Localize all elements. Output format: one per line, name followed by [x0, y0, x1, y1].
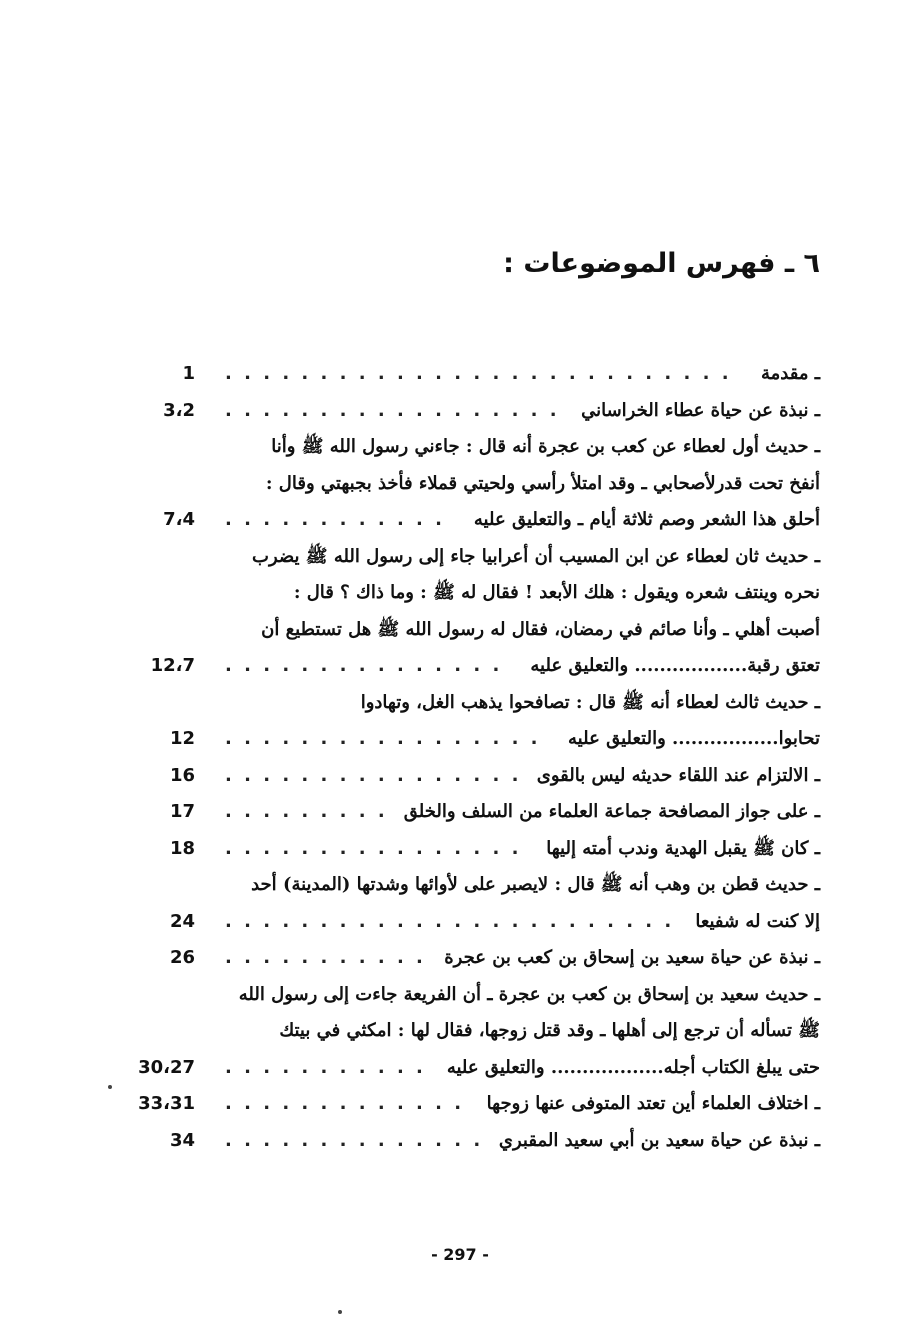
toc-line-text: ـ الالتزام عند اللقاء حديثه ليس بالقوى: [536, 764, 820, 786]
dot-leader: . . . . . . . . . . . . . . . .: [225, 837, 522, 859]
toc-line: [130, 1013, 820, 1050]
toc-page-number: 17: [169, 801, 195, 822]
toc-page-number: 34: [169, 1129, 195, 1151]
toc-line-text: ـ اختلاف العلماء أين تعتد المتوفى عنها زوجها: [486, 1093, 820, 1114]
toc-line: [130, 721, 820, 758]
toc-line-text: إلا كنت له شفيعا: [695, 910, 820, 932]
toc-line: [130, 940, 820, 977]
toc-page-number: 18: [169, 837, 195, 859]
dot-leader: . . . . . . . . . . . . . .: [225, 1129, 484, 1151]
toc-page-number: 12،7: [150, 655, 195, 676]
toc-line-text: ـ حديث ثان لعطاء عن ابن المسيب أن أعرابيا جاء إلى رسول الله ﷺ يضرب: [252, 545, 820, 567]
toc-line-text: ـ على جواز المصافحة جماعة العلماء من السلف والخلق: [403, 801, 820, 822]
toc-page-number: 26: [169, 947, 195, 968]
toc-page-number: 16: [169, 764, 195, 786]
dot-leader: . . . . . . . . . . . . . . . . . .: [225, 399, 560, 421]
toc-line: [130, 429, 820, 466]
toc-line-text: ـ حديث ثالث لعطاء أنه ﷺ قال : تصافحوا يذهب الغل، وتهادوا: [360, 691, 820, 713]
toc-page-number: 24: [169, 910, 195, 932]
toc-line: [130, 794, 820, 831]
toc-line-text: ـ كان ﷺ يقبل الهدية وندب أمته إليها: [546, 837, 820, 859]
toc-line-text: تحابوا................. والتعليق عليه: [568, 728, 820, 749]
toc-line: [130, 466, 820, 503]
toc-line: [130, 977, 820, 1014]
toc-line-text: تعتق رقبة.................. والتعليق عليه: [530, 655, 820, 676]
toc-line: [130, 575, 820, 612]
toc-line-text: أحلق هذا الشعر وصم ثلاثة أيام ـ والتعليق عليه: [473, 509, 820, 530]
ink-speck: [338, 1310, 342, 1314]
toc-line: [130, 539, 820, 576]
table-of-contents: [130, 356, 820, 1159]
toc-line-text: ـ نبذة عن حياة عطاء الخراساني: [581, 399, 820, 421]
toc-line: [130, 685, 820, 722]
toc-line: [130, 393, 820, 430]
dot-leader: . . . . . . . . . . . .: [225, 509, 445, 530]
page-heading: ٦ ـ فهرس الموضوعات :: [503, 248, 820, 279]
toc-page-number: 1: [182, 363, 195, 384]
toc-line-text: حتى يبلغ الكتاب أجله.................. والتعليق عليه: [446, 1056, 820, 1078]
toc-line: [130, 758, 820, 795]
toc-page-number: 33،31: [138, 1093, 195, 1114]
dot-leader: . . . . . . . . . . . . . . . . . . . . . . . . . . .: [225, 363, 732, 384]
toc-line-text: ﷺ تسأله أن ترجع إلى أهلها ـ وقد قتل زوجها، فقال لها : امكثي في بيتك: [279, 1020, 820, 1041]
toc-page-number: 3،2: [163, 399, 195, 421]
dot-leader: . . . . . . . . . . . . . . .: [225, 655, 503, 676]
toc-page-number: 30،27: [138, 1056, 195, 1078]
ink-speck: [108, 1085, 112, 1089]
toc-line: [130, 1123, 820, 1160]
toc-line: [130, 612, 820, 649]
toc-line: [130, 502, 820, 539]
toc-line-text: ـ حديث سعيد بن إسحاق بن كعب بن عجرة ـ أن الفريعة جاءت إلى رسول الله: [238, 983, 820, 1005]
toc-page-number: 7،4: [163, 509, 195, 530]
toc-line: [130, 867, 820, 904]
toc-line-text: نحره وينتف شعره ويقول : هلك الأبعد ! فقال له ﷺ : وما ذاك ؟ قال :: [293, 582, 820, 603]
toc-line-text: أصبت أهلي ـ وأنا صائم في رمضان، فقال له رسول الله ﷺ هل تستطيع أن: [261, 618, 820, 640]
page-number: - 297 -: [431, 1245, 489, 1264]
dot-leader: . . . . . . . . . . .: [225, 1056, 426, 1078]
toc-line-text: ـ حديث قطن بن وهب أنه ﷺ قال : لايصبر على لأوائها وشدتها (المدينة) أحد: [251, 874, 820, 895]
toc-line: [130, 648, 820, 685]
dot-leader: . . . . . . . . . . . . . . . . . . . . . . . .: [225, 910, 675, 932]
toc-line-text: ـ حديث أول لعطاء عن كعب بن عجرة أنه قال : جاءني رسول الله ﷺ وأنا: [271, 436, 820, 457]
dot-leader: . . . . . . . . . . . . .: [225, 1093, 465, 1114]
dot-leader: . . . . . . . . . . . . . . . . .: [225, 728, 541, 749]
toc-line-text: ـ نبذة عن حياة سعيد بن إسحاق بن كعب بن عجرة: [444, 947, 820, 968]
toc-line-text: أنفخ تحت قدرلأصحابي ـ وقد امتلأ رأسي ولحيتي قملاء فأخذ بجبهتي وقال :: [265, 472, 820, 494]
toc-line: [130, 356, 820, 393]
toc-line: [130, 1086, 820, 1123]
dot-leader: . . . . . . . . .: [225, 801, 388, 822]
toc-page-number: 12: [169, 728, 195, 749]
toc-line: [130, 831, 820, 868]
toc-line-text: ـ نبذة عن حياة سعيد بن أبي سعيد المقبري: [498, 1129, 820, 1151]
toc-line: [130, 1050, 820, 1087]
toc-line-text: ـ مقدمة: [760, 363, 820, 384]
dot-leader: . . . . . . . . . . . . . . . .: [225, 764, 522, 786]
toc-line: [130, 904, 820, 941]
dot-leader: . . . . . . . . . . .: [225, 947, 426, 968]
